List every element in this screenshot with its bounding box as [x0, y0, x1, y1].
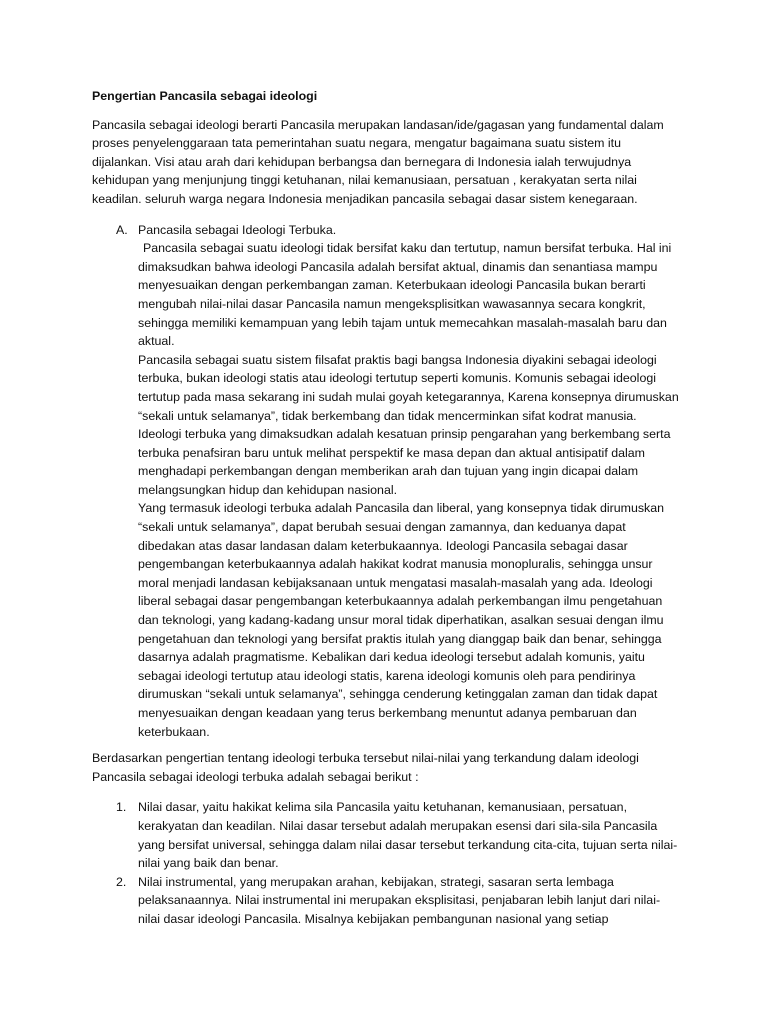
- section-a-item: [92, 221, 680, 742]
- value-item-2: [92, 873, 680, 929]
- intro-paragraph: Pancasila sebagai ideologi berarti Pancasila merupakan landasan/ide/gagasan yang fundamental dalam proses penyelenggaraan tata pemerintahan suatu negara, mengatur bagaimana suatu sistem itu dijalankan. Visi atau arah dari kehidupan berbangsa dan bernegara di Indonesia ialah terwujudnya kehidupan yang menjunjung tinggi ketuhanan, nilai kemanusiaan, persatuan , kerakyatan serta nilai keadilan. seluruh warga negara Indonesia menjadikan pancasila sebagai dasar sistem kenegaraan.: [92, 117, 664, 206]
- summary-paragraph: Berdasarkan pengertian tentang ideologi terbuka tersebut nilai-nilai yang terkandung dalam ideologi Pancasila sebagai ideologi terbuka adalah sebagai berikut :: [92, 751, 639, 784]
- section-a-marker: A.: [116, 222, 128, 237]
- document-content: [92, 87, 680, 929]
- section-a-list: [92, 221, 680, 742]
- value-item-1: [92, 798, 680, 872]
- value-item-2-marker: 2.: [116, 874, 127, 889]
- section-a-heading: Pancasila sebagai Ideologi Terbuka.: [138, 222, 337, 237]
- value-item-1-marker: 1.: [116, 800, 127, 815]
- section-a-paragraph-3: Yang termasuk ideologi terbuka adalah Pancasila dan liberal, yang konsepnya tidak dirumuskan “sekali untuk selamanya”, dapat berubah sesuai dengan zamannya, dan keduanya dapat dibedakan atas dasar landasan dalam keterbukaannya. Ideologi Pancasila sebagai dasar pengembangan keterbukaannya adalah hakikat kodrat manusia monopluralis, sehingga unsur moral menjadi landasan kebijaksanaan untuk mengatasi masalah-masalah yang ada. Ideologi liberal sebagai dasar pengembangan keterbukaannya adalah perkembangan ilmu pengetahuan dan teknologi, yang kadang-kadang unsur moral tidak diperhatikan, asalkan sesuai dengan ilmu pengetahuan dan teknologi yang bersifat praktis itulah yang dianggap baik dan benar, sehingga dasarnya adalah pragmatisme. Kebalikan dari kedua ideologi tersebut adalah komunis, yaitu sebagai ideologi tertutup atau ideologi statis, karena ideologi komunis oleh para pendirinya dirumuskan “sekali untuk selamanya”, sehingga cenderung ketinggalan zaman dan tidak dapat menyesuaikan dengan keadaan yang terus berkembang menuntut adanya pembaruan dan keterbukaan.: [138, 501, 665, 739]
- value-item-1-text: Nilai dasar, yaitu hakikat kelima sila Pancasila yaitu ketuhanan, kemanusiaan, persatuan, kerakyatan dan keadilan. Nilai dasar tersebut adalah merupakan esensi dari sila-sila Pancasila yang bersifat universal, sehingga dalam nilai dasar tersebut terkandung cita-cita, tujuan serta nilai-nilai yang baik dan benar.: [138, 800, 678, 871]
- section-a-paragraph-1: Pancasila sebagai suatu ideologi tidak bersifat kaku dan tertutup, namun bersifat terbuka. Hal ini dimaksudkan bahwa ideologi Pancasila adalah bersifat aktual, dinamis dan senantiasa mampu menyesuaikan dengan perkembangan zaman. Keterbukaan ideologi Pancasila bukan berarti mengubah nilai-nilai dasar Pancasila namun mengeksplisitkan wawasannya secara kongkrit, sehingga memiliki kemampuan yang lebih tajam untuk memecahkan masalah-masalah baru dan aktual.: [138, 241, 672, 349]
- value-item-2-text: Nilai instrumental, yang merupakan arahan, kebijakan, strategi, sasaran serta lembaga pelaksanaannya. Nilai instrumental ini merupakan eksplisitasi, penjabaran lebih lanjut dari nilai-nilai dasar ideologi Pancasila. Misalnya kebijakan pembangunan nasional yang setiap: [138, 874, 661, 926]
- section-a-paragraph-2: Pancasila sebagai suatu sistem filsafat praktis bagi bangsa Indonesia diyakini sebagai ideologi terbuka, bukan ideologi statis atau ideologi tertutup seperti komunis. Komunis sebagai ideologi tertutup pada masa sekarang ini sudah mulai goyah ketegarannya, Karena konsepnya dirumuskan “sekali untuk selamanya”, tidak berkembang dan tidak mencerminkan sifat kodrat manusia. Ideologi terbuka yang dimaksudkan adalah kesatuan prinsip pengarahan yang berkembang serta terbuka penafsiran baru untuk melihat perspektif ke masa depan dan aktual antisipatif dalam menghadapi perkembangan dengan memberikan arah dan tujuan yang ingin dicapai dalam melangsungkan hidup dan kehidupan nasional.: [138, 352, 679, 497]
- values-list: [92, 798, 680, 928]
- document-title: Pengertian Pancasila sebagai ideologi: [92, 89, 318, 103]
